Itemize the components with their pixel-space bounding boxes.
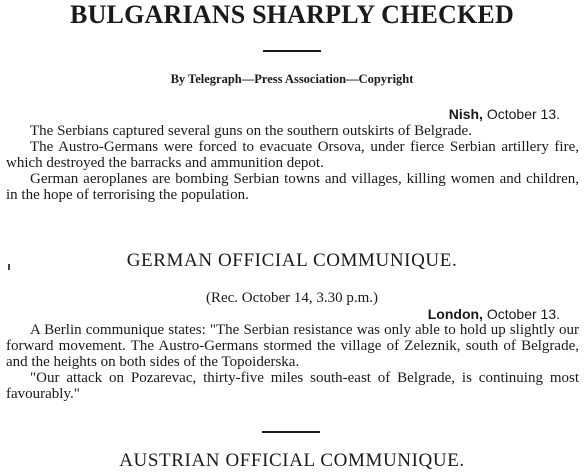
dateline-date: October 13. <box>486 106 560 122</box>
byline: By Telegraph—Press Association—Copyright <box>170 72 414 86</box>
headline-rule <box>263 50 321 52</box>
dateline-place: Nish, <box>448 106 483 122</box>
headline: BULGARIANS SHARPLY CHECKED <box>70 0 514 29</box>
dateline-place: London, <box>427 306 483 322</box>
communique-dateline <box>428 306 560 322</box>
paragraph: The Serbians captured several guns on the southern outskirts of Belgrade. <box>30 123 472 139</box>
paragraph: German aeroplanes are bombing Serbian towns and villages, killing women and children, in the hope of terrorising the population. <box>6 171 579 203</box>
received-note: (Rec. October 14, 3.30 p.m.) <box>205 290 379 306</box>
dateline-date: October 13. <box>486 306 560 322</box>
dispatch-body <box>6 123 579 203</box>
dispatch-dateline <box>449 106 560 122</box>
paragraph: The Austro-Germans were forced to evacuate Orsova, under fierce Serbian artillery fire, which destroyed the barracks and ammunition depot. <box>6 139 579 171</box>
section-heading-austrian: AUSTRIAN OFFICIAL COMMUNIQUE. <box>119 450 465 471</box>
communique-body <box>6 322 579 402</box>
paragraph: "Our attack on Pozarevac, thirty-five miles south-east of Belgrade, is continuing most favourably." <box>6 370 579 402</box>
section-heading-german: GERMAN OFFICIAL COMMUNIQUE. <box>126 250 458 271</box>
paragraph: A Berlin communique states: "The Serbian resistance was only able to hold up slightly our forward movement. The Austro-Germans stormed the village of Zeleznik, south of Belgrade, and the heights on both sides of the Topoiderska. <box>6 322 579 370</box>
section-rule <box>262 431 320 433</box>
